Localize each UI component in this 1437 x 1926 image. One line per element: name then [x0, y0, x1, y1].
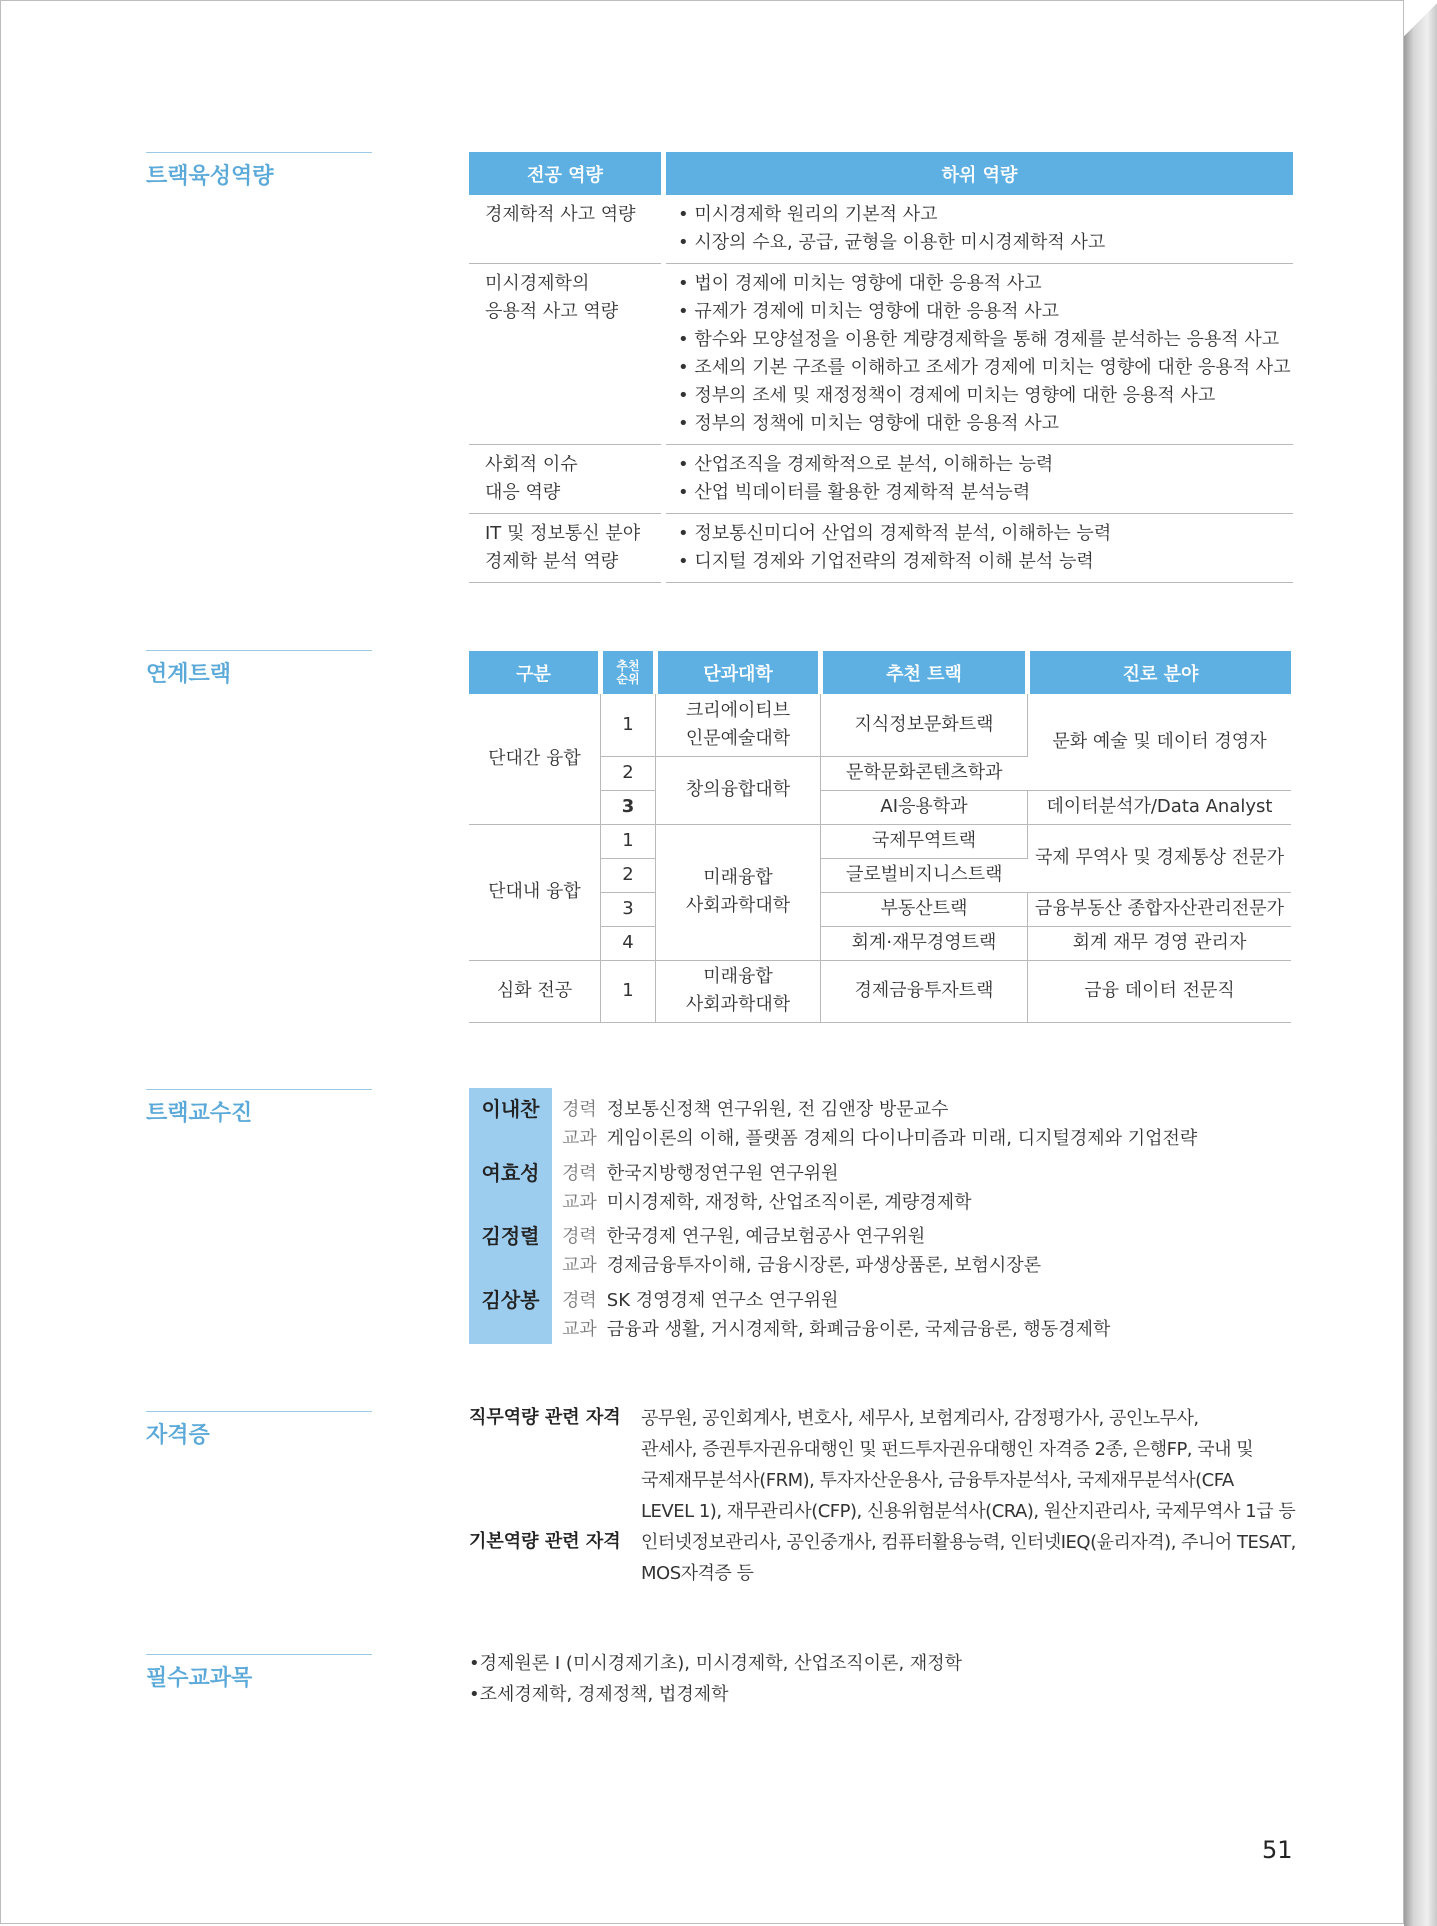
college-cell: 창의융합대학	[656, 756, 821, 824]
career-cell: 금융부동산 종합자산관리전문가	[1028, 892, 1292, 926]
competency-table	[469, 152, 1293, 583]
career-cell: 회계 재무 경영 관리자	[1028, 926, 1292, 960]
track-cell: 글로벌비지니스트랙	[821, 858, 1028, 892]
cell-line: • 규제가 경제에 미치는 영향에 대한 응용적 사고	[678, 301, 1060, 322]
cell-line: 미시경제학의	[485, 273, 590, 294]
cert-line: 공무원, 공인회계사, 변호사, 세무사, 보험계리사, 감정평가사, 공인노무사,	[641, 1408, 1199, 1429]
career-cell: 국제 무역사 및 경제통상 전문가	[1028, 824, 1292, 892]
professor-courses	[562, 1188, 971, 1214]
table-row	[469, 445, 1293, 514]
table-row	[469, 195, 1293, 264]
sub-competency-cell	[664, 264, 1294, 445]
cell-line: IT 및 정보통신 분야	[485, 523, 641, 544]
job-cert-label: 직무역량 관련 자격	[469, 1407, 621, 1428]
course-tag: 교과	[562, 1192, 597, 1213]
cell-line: 미래융합	[703, 867, 773, 888]
table-row	[469, 694, 1291, 756]
cell-line: 경제학 분석 역량	[485, 551, 619, 572]
cell-line: 응용적 사고 역량	[485, 301, 619, 322]
required-line: •조세경제학, 경제정책, 법경제학	[469, 1684, 729, 1705]
cell-line: • 법이 경제에 미치는 영향에 대한 응용적 사고	[678, 273, 1042, 294]
major-competency-cell	[469, 264, 664, 445]
cell-line: • 정부의 정책에 미치는 영향에 대한 응용적 사고	[678, 413, 1060, 434]
professor-name: 여효성	[481, 1161, 540, 1185]
track-cell: 지식정보문화트랙	[821, 694, 1028, 756]
track-cell: 경제금융투자트랙	[821, 960, 1028, 1022]
course-text: 미시경제학, 재정학, 산업조직이론, 계량경제학	[606, 1192, 972, 1213]
sub-competency-cell	[664, 195, 1294, 264]
career-cell: 문화 예술 및 데이터 경영자	[1028, 694, 1292, 790]
table-row	[469, 960, 1291, 1022]
course-text: 금융과 생활, 거시경제학, 화폐금융이론, 국제금융론, 행동경제학	[606, 1319, 1111, 1340]
table-header-row	[469, 651, 1291, 694]
column-header-rank	[601, 651, 656, 694]
course-tag: 교과	[562, 1319, 597, 1340]
group-cell: 단대간 융합	[469, 694, 601, 824]
section-title-required-courses: 필수교과목	[146, 1654, 372, 1692]
career-tag: 경력	[562, 1099, 597, 1120]
course-tag: 교과	[562, 1128, 597, 1149]
cert-line: 관세사, 증권투자권유대행인 및 펀드투자권유대행인 자격증 2종, 은행FP, 국내 및	[641, 1439, 1254, 1460]
professor-courses	[562, 1124, 1197, 1150]
career-tag: 경력	[562, 1226, 597, 1247]
cell-line: 인문예술대학	[685, 727, 791, 749]
section-title-competency: 트랙육성역량	[146, 152, 372, 190]
course-text: 게임이론의 이해, 플랫폼 경제의 다이나미즘과 미래, 디지털경제와 기업전략	[606, 1128, 1198, 1149]
professor-courses	[562, 1251, 1041, 1277]
cell-line: 사회과학대학	[685, 895, 791, 916]
job-cert-text	[641, 1403, 1301, 1527]
professor-name: 이내찬	[481, 1097, 540, 1121]
course-text: 경제금융투자이해, 금융시장론, 파생상품론, 보험시장론	[606, 1255, 1042, 1276]
basic-cert-label: 기본역량 관련 자격	[469, 1531, 621, 1552]
professor-career	[562, 1159, 839, 1185]
table-header-row	[469, 152, 1293, 195]
rank-cell: 3	[601, 790, 656, 824]
track-cell: 부동산트랙	[821, 892, 1028, 926]
rank-cell: 2	[601, 756, 656, 790]
cert-line: MOS자격증 등	[641, 1563, 754, 1584]
cell-line: • 미시경제학 원리의 기본적 사고	[678, 204, 938, 225]
rank-cell: 2	[601, 858, 656, 892]
sub-competency-cell	[664, 445, 1294, 514]
cell-line: • 산업 빅데이터를 활용한 경제학적 분석능력	[678, 482, 1031, 503]
table-row	[469, 514, 1293, 583]
page-edge	[1404, 0, 1437, 1926]
career-cell: 데이터분석가/Data Analyst	[1028, 790, 1292, 824]
rank-cell: 1	[601, 824, 656, 858]
professor-courses	[562, 1315, 1110, 1341]
career-text: 한국경제 연구원, 예금보험공사 연구위원	[606, 1226, 926, 1247]
section-title-professors: 트랙교수진	[146, 1089, 372, 1127]
career-text: SK 경영경제 연구소 연구위원	[606, 1290, 839, 1311]
column-header: 구분	[469, 651, 601, 694]
rank-cell: 3	[601, 892, 656, 926]
major-competency-cell	[469, 514, 664, 583]
professor-name: 김상봉	[481, 1288, 540, 1312]
section-title-linked-track: 연계트랙	[146, 650, 372, 688]
cell-line: • 시장의 수요, 공급, 균형을 이용한 미시경제학적 사고	[678, 232, 1106, 253]
major-competency-cell	[469, 195, 664, 264]
rank-cell: 4	[601, 926, 656, 960]
page-number: 51	[1262, 1836, 1293, 1864]
column-header: 전공 역량	[469, 152, 664, 195]
required-line: •경제원론 I (미시경제기초), 미시경제학, 산업조직이론, 재정학	[469, 1653, 963, 1674]
college-cell	[656, 824, 821, 960]
cell-line: • 정보통신미디어 산업의 경제학적 분석, 이해하는 능력	[678, 523, 1112, 544]
required-courses	[469, 1648, 962, 1710]
cell-line: 사회적 이슈	[485, 454, 578, 475]
cell-line: • 함수와 모양설정을 이용한 계량경제학을 통해 경제를 분석하는 응용적 사고	[678, 329, 1280, 350]
college-cell	[656, 960, 821, 1022]
professor-career	[562, 1095, 948, 1121]
basic-cert-text	[641, 1527, 1301, 1589]
rank-cell: 1	[601, 960, 656, 1022]
cell-line: 대응 역량	[485, 482, 561, 503]
sub-competency-cell	[664, 514, 1294, 583]
cert-line: 국제재무분석사(FRM), 투자자산운용사, 금융투자분석사, 국제재무분석사(CFA	[641, 1470, 1234, 1491]
college-cell	[656, 694, 821, 756]
cell-line: 경제학적 사고 역량	[485, 204, 636, 225]
cell-line: • 디지털 경제와 기업전략의 경제학적 이해 분석 능력	[678, 551, 1094, 572]
track-cell: 회계·재무경영트랙	[821, 926, 1028, 960]
cell-line: 미래융합	[703, 966, 773, 987]
career-tag: 경력	[562, 1290, 597, 1311]
column-header: 하위 역량	[664, 152, 1294, 195]
career-text: 정보통신정책 연구위원, 전 김앤장 방문교수	[606, 1099, 949, 1120]
professor-name: 김정렬	[481, 1224, 540, 1248]
career-tag: 경력	[562, 1163, 597, 1184]
group-cell: 단대내 융합	[469, 824, 601, 960]
cell-line: • 산업조직을 경제학적으로 분석, 이해하는 능력	[678, 454, 1054, 475]
track-cell: AI응용학과	[821, 790, 1028, 824]
column-header: 단과대학	[656, 651, 821, 694]
career-cell: 금융 데이터 전문직	[1028, 960, 1292, 1022]
cell-line: 크리에이티브	[685, 699, 791, 721]
header-line: 순위	[616, 671, 640, 686]
career-text: 한국지방행정연구원 연구위원	[606, 1163, 839, 1184]
track-cell: 국제무역트랙	[821, 824, 1028, 858]
column-header: 추천 트랙	[821, 651, 1028, 694]
course-tag: 교과	[562, 1255, 597, 1276]
professor-career	[562, 1286, 838, 1312]
rank-cell: 1	[601, 694, 656, 756]
table-row	[469, 264, 1293, 445]
cell-line: • 정부의 조세 및 재정정책이 경제에 미치는 영향에 대한 응용적 사고	[678, 385, 1216, 406]
group-cell: 심화 전공	[469, 960, 601, 1022]
cell-line: • 조세의 기본 구조를 이해하고 조세가 경제에 미치는 영향에 대한 응용적 사고	[678, 357, 1291, 378]
column-header: 진로 분야	[1028, 651, 1292, 694]
professor-career	[562, 1222, 925, 1248]
section-title-certificates: 자격증	[146, 1411, 372, 1449]
cert-line: LEVEL 1), 재무관리사(CFP), 신용위험분석사(CRA), 원산지관리사, 국제무역사 1급 등	[641, 1501, 1296, 1522]
header-line: 추천	[616, 658, 640, 673]
major-competency-cell	[469, 445, 664, 514]
track-cell: 문학문화콘텐츠학과	[821, 756, 1028, 790]
cert-line: 인터넷정보관리사, 공인중개사, 컴퓨터활용능력, 인터넷IEQ(윤리자격), 주니어 TESAT,	[641, 1532, 1296, 1553]
cell-line: 사회과학대학	[685, 994, 791, 1015]
linked-track-table	[469, 651, 1291, 1023]
table-row	[469, 824, 1291, 858]
